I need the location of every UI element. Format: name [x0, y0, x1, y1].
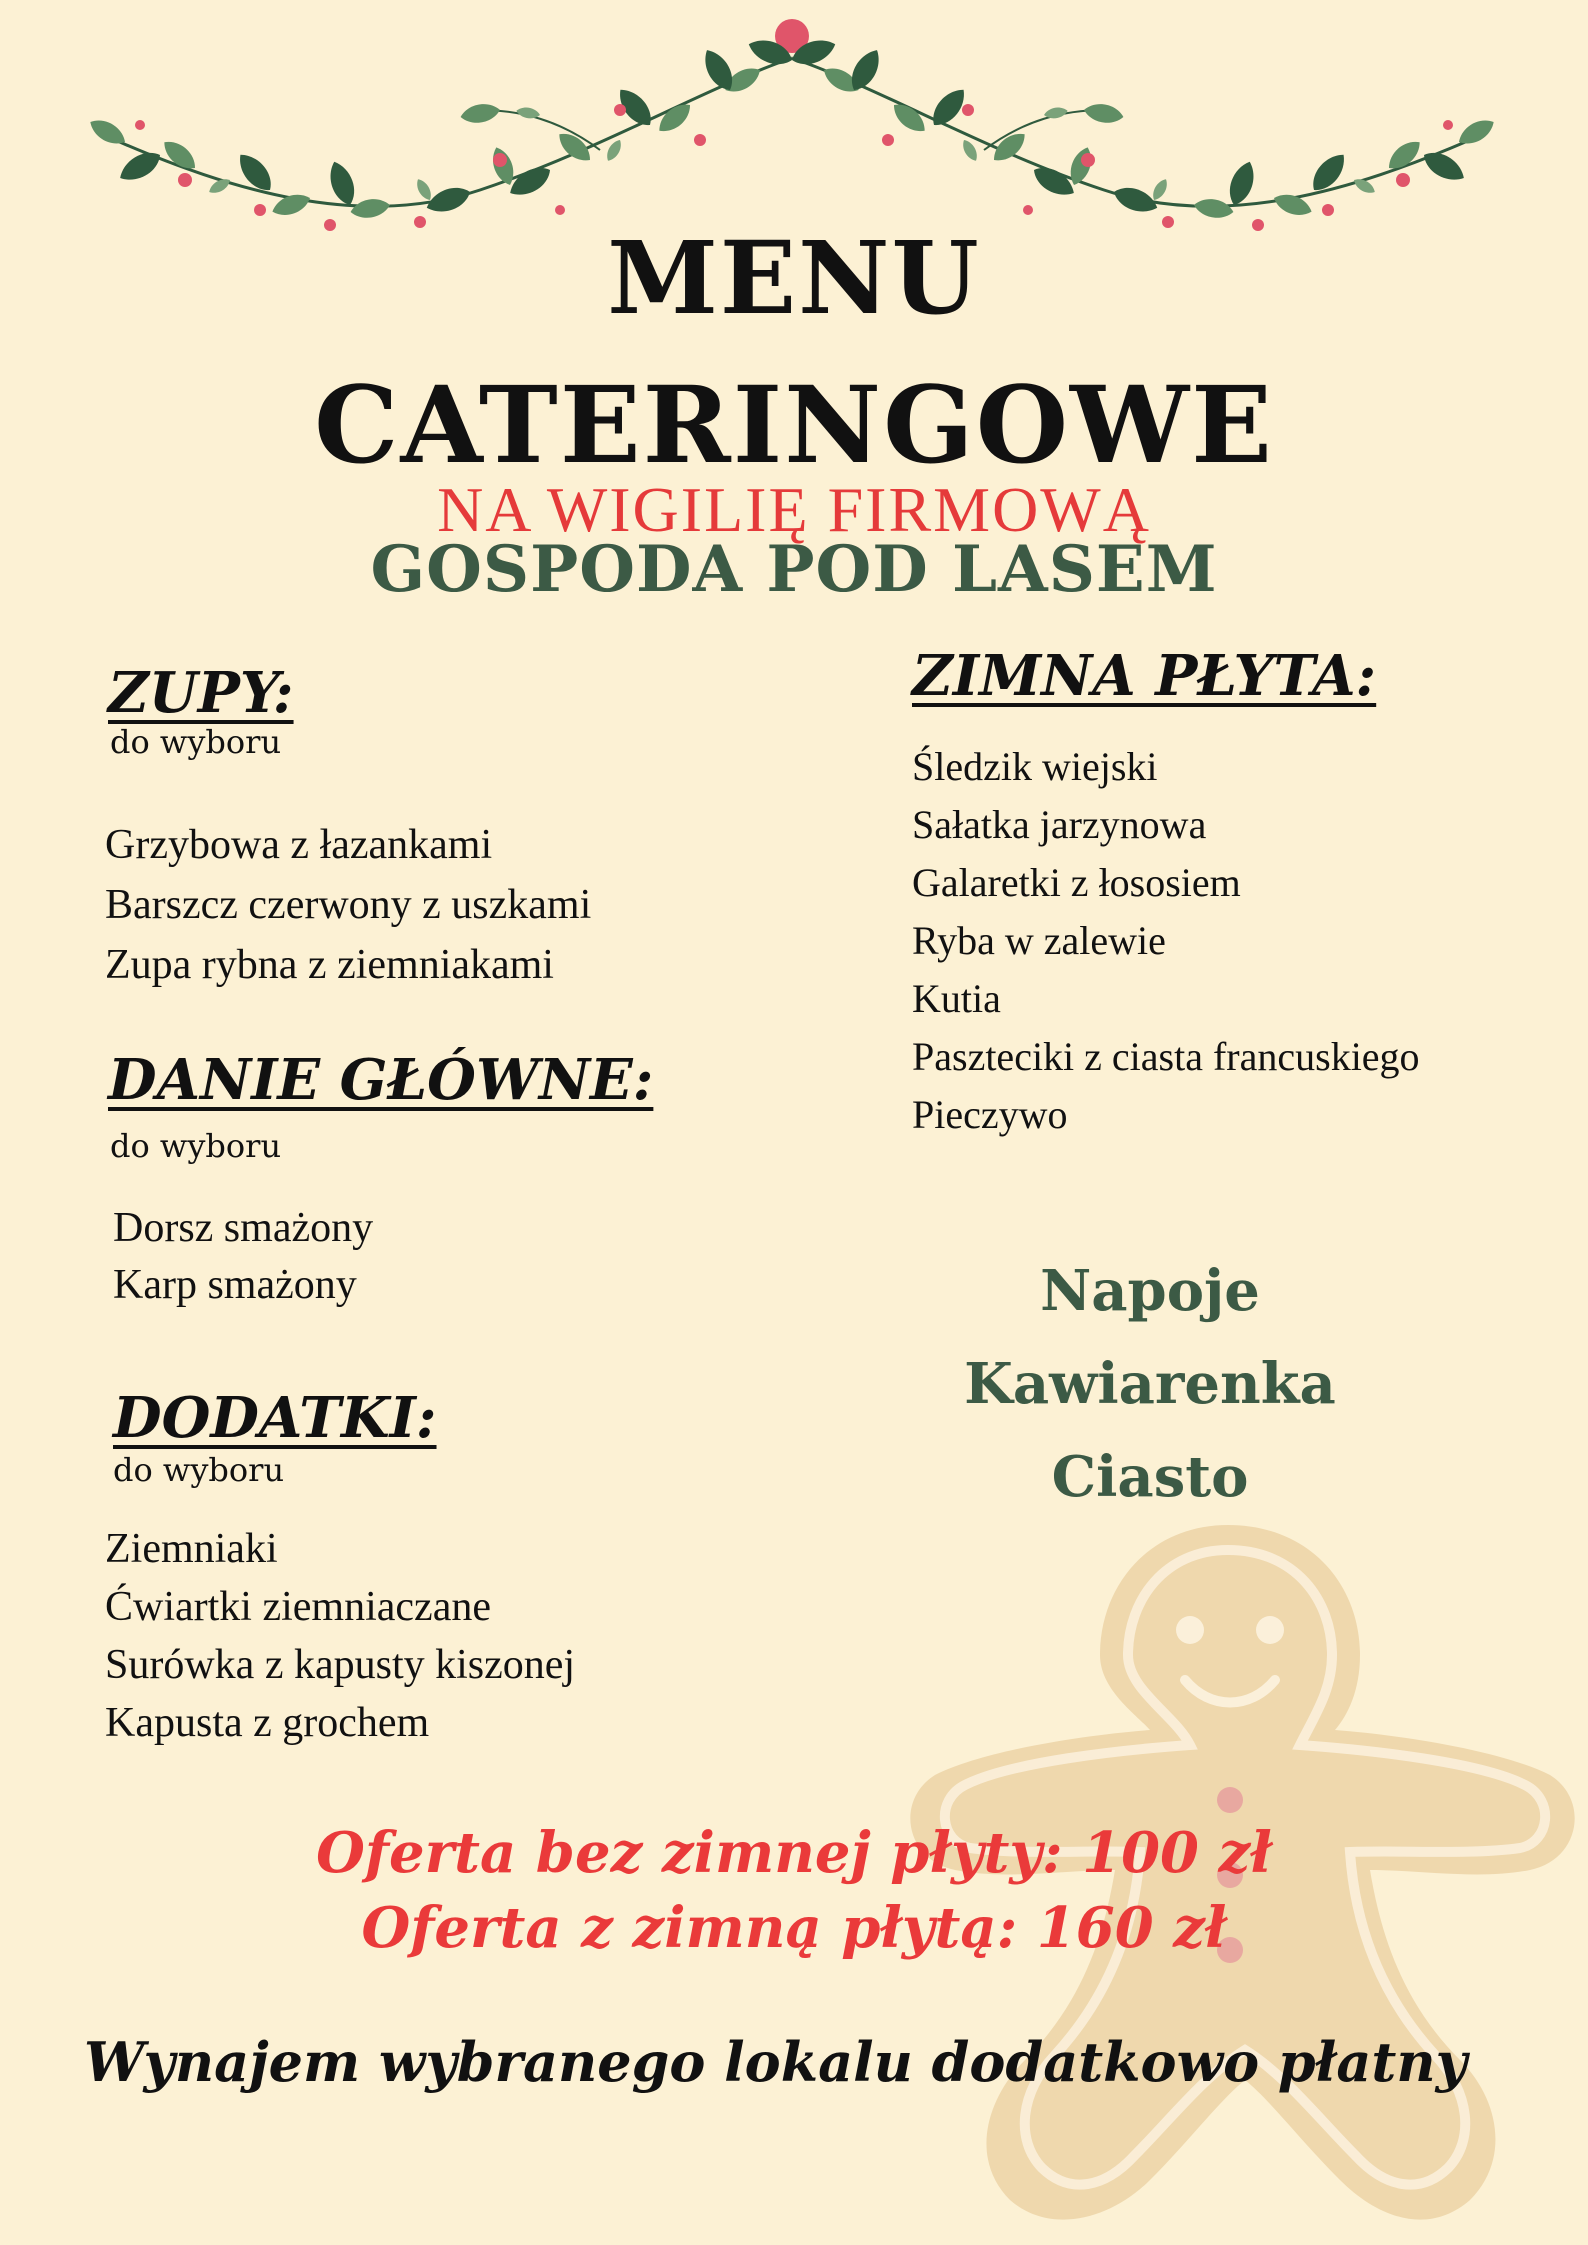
list-item: Karp smażony [113, 1262, 357, 1308]
list-item: Barszcz czerwony z uszkami [105, 882, 592, 928]
list-item: Pieczywo [912, 1092, 1068, 1137]
section-heading-main-dish: DANIE GŁÓWNE: [108, 1047, 654, 1113]
list-item: Ryba w zalewie [912, 918, 1166, 963]
main-dish-list [113, 1200, 373, 1314]
soups-list [105, 815, 591, 995]
section-heading-sides: DODATKI: [113, 1385, 437, 1451]
section-note-soups: do wyboru [110, 723, 282, 761]
list-item: Surówka z kapusty kiszonej [105, 1642, 576, 1688]
list-item: Kutia [912, 976, 1001, 1021]
sides-list [105, 1520, 575, 1752]
subtitle-occasion: NA WIGILIĘ FIRMOWĄ [437, 474, 1151, 545]
cold-platter-list [912, 738, 1420, 1144]
list-item: Ziemniaki [105, 1526, 278, 1572]
venue-name: GOSPODA POD LASEM [370, 532, 1218, 607]
extra-item-cafe: Kawiarenka [964, 1351, 1336, 1417]
offer-without-cold-platter: Oferta bez zimnej płyty: 100 zł [316, 1820, 1272, 1886]
extra-item-drinks: Napoje [1040, 1258, 1260, 1324]
list-item: Grzybowa z łazankami [105, 822, 493, 868]
list-item: Ćwiartki ziemniaczane [105, 1584, 491, 1630]
list-item: Zupa rybna z ziemniakami [105, 942, 554, 988]
section-note-main-dish: do wyboru [110, 1127, 282, 1165]
list-item: Śledzik wiejski [912, 744, 1158, 789]
list-item: Dorsz smażony [113, 1205, 374, 1251]
extras-list [870, 1245, 1430, 1524]
list-item: Galaretki z łososiem [912, 860, 1241, 905]
list-item: Kapusta z grochem [105, 1700, 430, 1746]
title-catering: CATERINGOWE [314, 362, 1274, 487]
venue-rental-note: Wynajem wybranego lokalu dodatkowo płatny [84, 2030, 1467, 2094]
list-item: Paszteciki z ciasta francuskiego [912, 1034, 1420, 1079]
extra-item-cake: Ciasto [1051, 1444, 1249, 1510]
section-heading-soups: ZUPY: [108, 660, 294, 726]
title-menu: MENU [607, 219, 981, 337]
offer-with-cold-platter: Oferta z zimną płytą: 160 zł [361, 1895, 1227, 1961]
section-note-sides: do wyboru [113, 1451, 285, 1489]
list-item: Sałatka jarzynowa [912, 802, 1207, 847]
section-heading-cold-platter: ZIMNA PŁYTA: [912, 643, 1377, 709]
